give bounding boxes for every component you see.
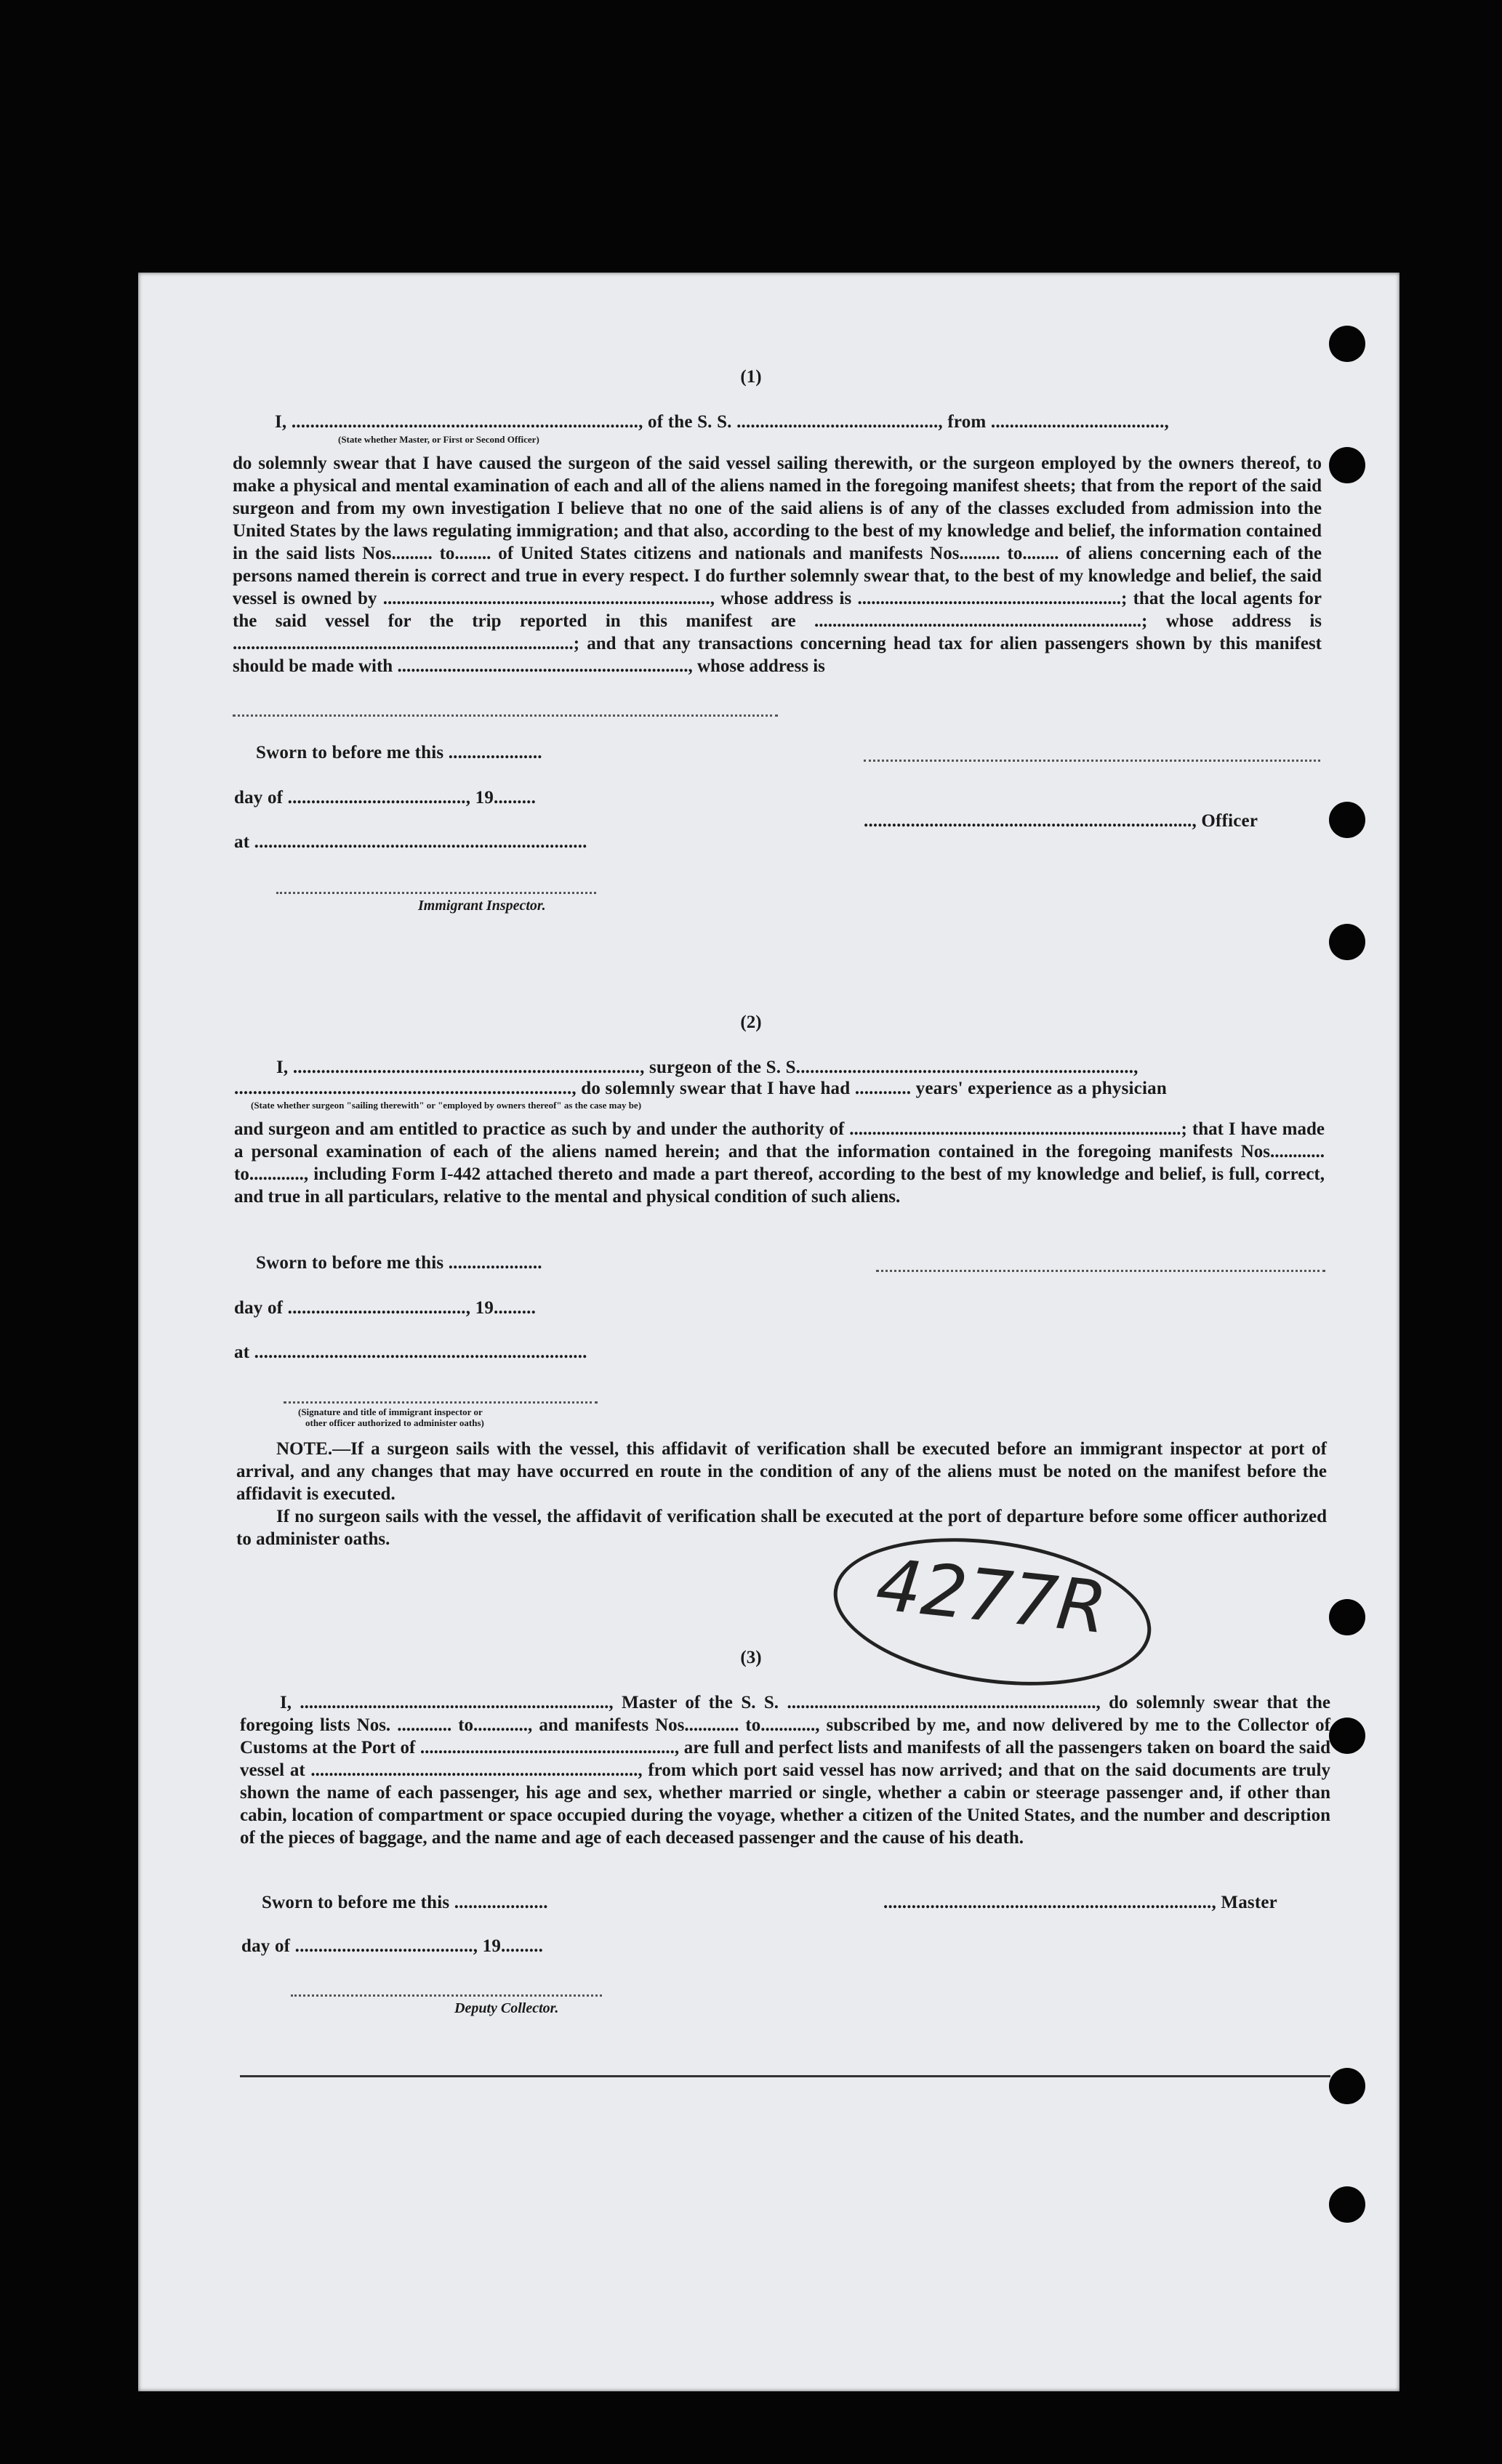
section-1-line-1: I, .........................................................................., of the S. S. ..........................................., from ....................................., [275,412,1169,432]
punch-hole [1329,2068,1365,2104]
section-1-inspector-line [276,892,596,894]
punch-hole [1329,924,1365,960]
section-2-inspector-line [284,1401,598,1404]
section-1-blank-line [233,714,778,717]
section-1-sworn: Sworn to before me this .................... [256,743,542,762]
section-1-at: at ....................................................................... [234,832,587,852]
section-2-line-2: ........................................................................, do solemnly swear that I have had ............ years' experience as a physician [234,1079,1167,1098]
section-1-body: do solemnly swear that I have caused the surgeon of the said vessel sailing therewith, or the surgeon employed by the owners thereof, to make a physical and mental examination of each and all of the aliens named in the foregoing manifest sheets; that from the report of the said surgeon and from my own investigation I believe that no one of the said aliens is of any of the classes excluded from admission into the United States by the laws regulating immigration; and that also, according to the best of my knowledge and belief, the information contained in the said lists Nos......... to........ of United States citizens and nationals and manifests Nos......... to........ of aliens concerning each of the persons named therein is correct and true in every respect. I do further solemnly swear that, to the best of my knowledge and belief, the said vessel is owned by ........................................................................, whose address is ..........................................................; that the local agents for the said vessel for the trip reported in this manifest are ........................................................................; whose address is ...........................................................................; and that any transactions concerning head tax for alien passengers shown by this manifest should be made with ................................................................, whose address is [233,454,1322,676]
section-3-day: day of ......................................, 19......... [241,1936,544,1956]
section-1-signature-line [864,760,1320,762]
section-2-sworn: Sworn to before me this .................... [256,1253,542,1273]
section-3-collector: Deputy Collector. [454,2000,559,2016]
section-1-inspector: Immigrant Inspector. [418,898,546,914]
section-2-caption: (State whether surgeon "sailing therewith" or "employed by owners thereof" as the case may be) [251,1100,642,1111]
section-2-sig-caption-1: (Signature and title of immigrant inspector or [298,1406,483,1417]
section-1-officer: ......................................................................, Officer [864,811,1258,831]
section-2-number: (2) [740,1012,762,1032]
punch-hole [1329,326,1365,362]
section-2-note-2: If no surgeon sails with the vessel, the affidavit of verification shall be executed at the port of departure before some officer authorized to administer oaths. [236,1507,1327,1549]
section-3-collector-line [291,1994,602,1997]
bottom-rule [240,2075,1330,2077]
punch-hole [1329,1599,1365,1635]
section-2-sig-caption-2: other officer authorized to administer oaths) [305,1417,484,1428]
section-3-master: ......................................................................, Master [883,1893,1277,1912]
punch-hole [1329,2186,1365,2223]
punch-hole [1329,447,1365,483]
handwritten-number: 4277R [872,1543,1111,1651]
section-3-body: I, ...................................................................., Master of the S. S. ...................................................................., do solemnly swear that the foregoing lists Nos. ............ to............, and manifests Nos............ to............, subscribed by me, and now delivered by me to the Collector of Customs at the Port of ........................................................, are full and perfect lists and manifests of all the passengers taken on board the said vessel at ........................................................................, from which port said vessel has now arrived; and that on the said documents are truly shown the name of each passenger, his age and sex, whether married or single, whether a cabin or steerage passenger and, if other than cabin, location of compartment or space occupied during the voyage, whether a citizen of the United States, and the number and description of the pieces of baggage, and the name and age of each deceased passenger and the cause of his death. [240,1693,1330,1848]
punch-hole [1329,1718,1365,1754]
section-3-number: (3) [740,1648,762,1667]
section-1-day: day of ......................................, 19......... [234,788,537,808]
section-2-day: day of ......................................, 19......... [234,1298,537,1318]
section-2-body: and surgeon and am entitled to practice as such by and under the authority of .........................................................................; that I have made a personal examination of each of the aliens named herein; and that the information contained in the foregoing manifests Nos............ to............, including Form I-442 attached thereto and made a part thereof, according to the best of my knowledge and belief, is full, correct, and true in all particulars, relative to the mental and physical condition of such aliens. [234,1119,1325,1207]
section-2-signature-line [876,1270,1325,1272]
section-1-caption: (State whether Master, or First or Second Officer) [338,434,539,445]
section-2-note-1: NOTE.—If a surgeon sails with the vessel, this affidavit of verification shall be executed before an immigrant inspector at port of arrival, and any changes that may have occurred en route in the condition of any of the aliens must be noted on the manifest before the affidavit is executed. [236,1439,1327,1504]
section-1-number: (1) [740,367,762,387]
section-2-at: at ....................................................................... [234,1342,587,1362]
section-2-line-1: I, .........................................................................., surgeon of the S. S........................................................................, [276,1058,1138,1077]
section-3-sworn: Sworn to before me this .................... [262,1893,548,1912]
punch-hole [1329,802,1365,838]
